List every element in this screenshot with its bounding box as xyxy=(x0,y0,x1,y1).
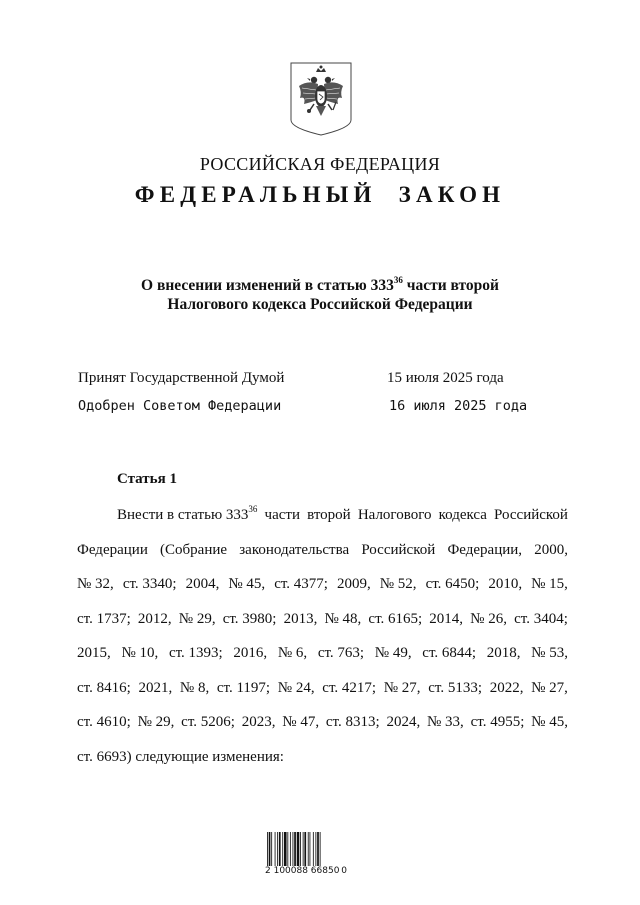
article-word: части xyxy=(264,507,300,523)
barcode-bar xyxy=(277,832,278,866)
adoption-council-row xyxy=(78,398,598,414)
article-word: второй xyxy=(307,507,351,523)
article-word: 2000, xyxy=(534,541,568,558)
barcode-bar xyxy=(320,832,321,866)
article-word: ст. 1197; xyxy=(216,679,271,696)
barcode-bar xyxy=(297,832,300,866)
barcode-number xyxy=(265,866,347,876)
barcode-bar xyxy=(304,832,306,866)
article-word: № 49, xyxy=(374,645,412,661)
article-word: № 52, xyxy=(379,576,417,592)
article-word: № 10, xyxy=(121,645,159,661)
article-word: законодательства xyxy=(239,541,350,558)
barcode-bar xyxy=(300,832,301,866)
article-line xyxy=(77,678,568,713)
article-word: 2023, xyxy=(241,714,276,730)
barcode-bar xyxy=(267,832,268,866)
barcode-bar xyxy=(282,832,283,866)
article-word: ст. 4610; xyxy=(77,714,131,730)
article-word: 2009, xyxy=(336,576,371,592)
article-word: ст. 3340; xyxy=(122,576,177,592)
article-word: ст. 3404; xyxy=(514,610,568,627)
article-word: ст. 8416; xyxy=(77,679,131,696)
barcode-bar xyxy=(271,832,272,866)
article-word: 2010, xyxy=(488,576,523,592)
law-subject-title xyxy=(0,276,640,314)
barcode-bar xyxy=(308,832,309,866)
article-word: № 8, xyxy=(179,679,210,696)
article-line xyxy=(77,643,568,678)
article-word: 2022, xyxy=(489,679,524,696)
adoption-duma-row xyxy=(78,370,598,387)
article-word: ст. 4377; xyxy=(274,576,328,592)
article-word: Российской xyxy=(361,541,436,558)
barcode-bar xyxy=(303,832,304,866)
article-word: 2013, xyxy=(283,610,318,627)
article-word: № 32, xyxy=(77,576,114,592)
article-word: Российской xyxy=(494,507,568,523)
article-line xyxy=(77,540,568,575)
barcode-digits: 2 100088 66850 xyxy=(265,866,340,876)
article-body xyxy=(77,505,568,781)
article-word: ст. 1393; xyxy=(168,645,223,661)
barcode-bar xyxy=(290,832,291,866)
country-heading: РОССИЙСКАЯ ФЕДЕРАЦИЯ xyxy=(199,154,441,174)
article-title: Статья 1 xyxy=(117,471,177,487)
law-type-word-2: ЗАКОН xyxy=(398,182,506,207)
barcode-bar xyxy=(310,832,311,866)
article-word: 2004, xyxy=(185,576,220,592)
article-superscript: 36 xyxy=(248,504,258,514)
article-word: № 6, xyxy=(277,645,308,661)
article-word: ст. 6165; xyxy=(368,610,423,627)
article-word: ст. 3980; xyxy=(222,610,277,627)
barcode-bar xyxy=(284,832,287,866)
article-line xyxy=(77,574,568,609)
article-word: № 53, xyxy=(531,645,568,661)
article-word: № 45, xyxy=(228,576,266,592)
article-word: № 27, xyxy=(383,679,421,696)
article-line-last: ст. 6693) следующие изменения: xyxy=(77,748,284,765)
article-word: ст. 1737; xyxy=(77,610,131,627)
article-word: № 47, xyxy=(282,714,320,730)
barcode-icon xyxy=(265,824,347,890)
article-word: 2018, xyxy=(486,645,521,661)
subject-superscript: 36 xyxy=(393,274,403,285)
article-word: ст. 6450; xyxy=(425,576,480,592)
council-label: Одобрен Советом Федерации xyxy=(78,398,282,414)
barcode-bar xyxy=(279,832,281,866)
barcode-bar xyxy=(275,832,276,866)
article-word: № 29, xyxy=(137,714,175,730)
article-word: ст. 763; xyxy=(317,645,365,661)
article-word: ст. 6844; xyxy=(422,645,477,661)
barcode-bar xyxy=(269,832,271,866)
article-word: Федерации, xyxy=(447,541,523,558)
article-word: 2012, xyxy=(137,610,172,627)
subject-text: О внесении изменений в статью 333 xyxy=(141,277,394,294)
article-word: Федерации xyxy=(77,541,148,558)
article-word: 2016, xyxy=(233,645,268,661)
article-word: № 15, xyxy=(531,576,568,592)
coat-of-arms-icon xyxy=(290,62,352,136)
article-word: № 33, xyxy=(427,714,464,730)
barcode-bar xyxy=(313,832,314,866)
article-word: ст. 4217; xyxy=(322,679,377,696)
duma-date: 15 июля 2025 года xyxy=(387,370,504,386)
barcode-check-digit: 0 xyxy=(341,866,347,876)
article-word: ст. 4955; xyxy=(470,714,525,730)
article-line xyxy=(77,609,568,644)
article-word: № 27, xyxy=(531,679,568,696)
article-word: ст. 5133; xyxy=(428,679,482,696)
barcode-bar xyxy=(287,832,288,866)
barcode-bar xyxy=(293,832,294,866)
article-word: ст. 8313; xyxy=(325,714,380,730)
article-word: (Собрание xyxy=(160,541,228,558)
article-word: Внести в статью $333^{36}$ xyxy=(117,504,258,523)
article-word: 2014, xyxy=(429,610,464,627)
article-word: № 24, xyxy=(277,679,315,696)
article-line-first xyxy=(77,505,568,540)
article-word: № 29, xyxy=(178,610,216,627)
law-type-word-1: ФЕДЕРАЛЬНЫЙ xyxy=(134,182,377,207)
article-word: Налогового xyxy=(357,507,432,523)
article-line xyxy=(77,712,568,747)
article-word: ст. 5206; xyxy=(181,714,235,730)
subject-line-2: Налогового кодекса Российской Федерации xyxy=(167,296,473,313)
article-word: кодекса xyxy=(438,507,487,523)
article-word: № 26, xyxy=(470,610,507,627)
subject-text-cont: части второй xyxy=(402,277,499,294)
article-word: 2015, xyxy=(77,645,111,661)
barcode-bar xyxy=(315,832,316,866)
council-date: 16 июля 2025 года xyxy=(389,398,528,414)
article-word: № 45, xyxy=(531,714,568,730)
duma-label: Принят Государственной Думой xyxy=(78,370,285,386)
article-word: 2024, xyxy=(386,714,421,730)
article-word: 2021, xyxy=(138,679,173,696)
article-word: № 48, xyxy=(324,610,362,627)
barcode-bar xyxy=(317,832,319,866)
barcode-bar xyxy=(294,832,296,866)
law-type-heading xyxy=(0,182,640,208)
